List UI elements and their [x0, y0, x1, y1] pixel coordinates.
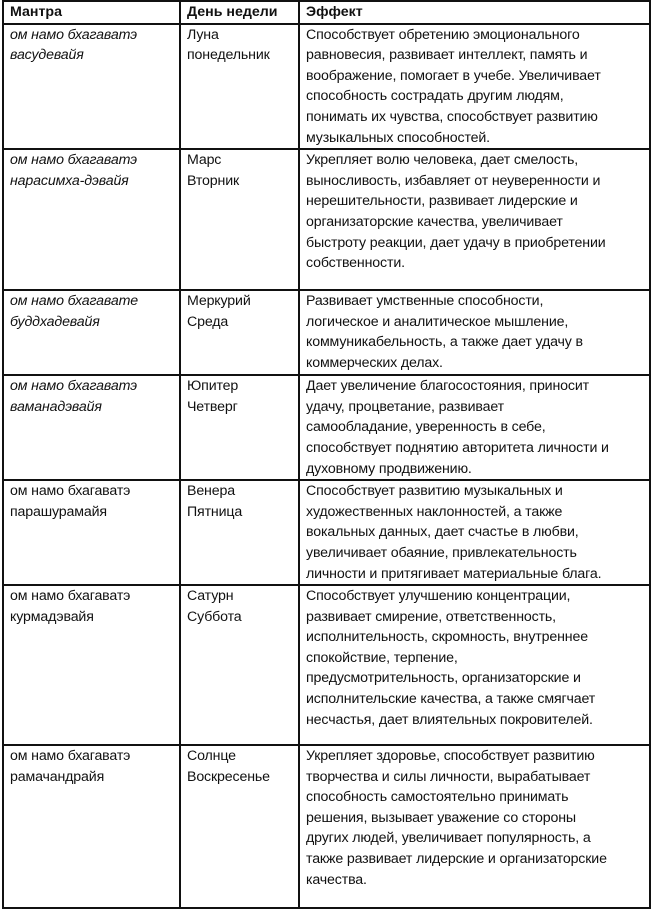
effect-cell-line: понимать их чувства, способствует развитию [306, 108, 598, 125]
day-cell [180, 480, 299, 585]
mantra-cell-line: ваманадэвайя [10, 398, 102, 415]
day-cell-line: Среда [187, 313, 229, 330]
effect-cell [299, 24, 650, 150]
effect-cell-line: способность самостоятельно принимать [306, 789, 569, 806]
day-cell-line: Воскресенье [187, 768, 270, 785]
effect-cell-line: Укрепляет волю человека, дает смелость, [306, 152, 579, 169]
effect-cell-line: исполнительность, скромность, внутреннее [306, 629, 588, 646]
mantra-cell-line: рамачандрайя [10, 768, 105, 785]
day-cell-line: понедельник [187, 47, 270, 64]
effect-cell-line: нерешительности, развивает лидерские и [306, 193, 578, 210]
table-row [3, 375, 650, 480]
day-cell-line: Солнце [187, 748, 236, 765]
effect-cell-line: Способствует улучшению концентрации, [306, 588, 571, 605]
mantra-cell [3, 290, 180, 375]
effect-cell-line: равновесия, развивает интеллект, память и [306, 47, 588, 64]
effect-cell-line: коммуникабельность, а также дает удачу в [306, 334, 583, 351]
table-row [3, 480, 650, 585]
mantra-cell-line: ом намо бхагаватэ [10, 26, 137, 43]
effect-cell-line: выносливость, избавляет от неуверенности и [306, 172, 601, 189]
mantra-table [2, 0, 651, 909]
mantra-cell-line: ом намо бхагаватэ [10, 378, 137, 395]
effect-cell [299, 480, 650, 585]
effect-cell-line: творчества и силы личности, вырабатывает [306, 768, 591, 785]
effect-cell-line: Укрепляет здоровье, способствует развитию [306, 748, 595, 765]
effect-cell-line: Развивает умственные способности, [306, 293, 544, 310]
effect-cell-line: несчастья, дает влиятельных покровителей. [306, 711, 593, 728]
day-cell [180, 375, 299, 480]
mantra-cell-line: буддхадевайя [10, 313, 100, 330]
table-row [3, 24, 650, 150]
effect-cell [299, 745, 650, 908]
effect-cell-line: способствует поднятию авторитета личности и [306, 439, 609, 456]
mantra-cell [3, 24, 180, 150]
header-day: День недели [180, 1, 299, 24]
effect-cell-line: художественных наклонностей, а также [306, 503, 563, 520]
day-cell-line: Сатурн [187, 588, 234, 605]
effect-cell-line: Способствует развитию музыкальных и [306, 483, 563, 500]
mantra-cell [3, 745, 180, 908]
effect-cell-line: самообладание, уверенность в себе, [306, 419, 546, 436]
table-row [3, 585, 650, 745]
mantra-cell-line: ом намо бхагаватэ [10, 152, 137, 169]
mantra-cell-line: ом намо бхагаватэ [10, 483, 131, 500]
header-mantra: Мантра [3, 1, 180, 24]
day-cell-line: Луна [187, 26, 219, 43]
effect-cell-line: логическое и аналитическое мышление, [306, 313, 569, 330]
day-cell-line: Марс [187, 152, 222, 169]
effect-cell-line: спокойствие, терпение, [306, 649, 458, 666]
day-cell-line: Венера [187, 483, 235, 500]
effect-cell-line: исполнительские качества, а также смягчает [306, 691, 596, 708]
effect-cell-line: духовному продвижению. [306, 460, 472, 477]
mantra-cell-line: нарасимха-дэвайя [10, 172, 129, 189]
day-cell-line: Меркурий [187, 293, 251, 310]
mantra-cell [3, 480, 180, 585]
mantra-cell-line: ом намо бхагавате [10, 293, 139, 310]
mantra-cell-line: ом намо бхагаватэ [10, 588, 131, 605]
effect-cell-line: способность сострадать другим людям, [306, 88, 564, 105]
day-cell-line: Вторник [187, 172, 240, 189]
day-cell [180, 290, 299, 375]
day-cell-line: Суббота [187, 608, 242, 625]
table-row [3, 745, 650, 908]
day-cell [180, 24, 299, 150]
effect-cell [299, 585, 650, 745]
effect-cell-line: удачу, процветание, развивает [306, 398, 504, 415]
mantra-cell [3, 375, 180, 480]
day-cell [180, 149, 299, 290]
effect-cell-line: личности и притягивает материальные блага. [306, 565, 602, 582]
mantra-cell-line: васудевайя [10, 47, 84, 64]
mantra-cell [3, 585, 180, 745]
header-effect: Эффект [299, 1, 650, 24]
effect-cell-line: Способствует обретению эмоционального [306, 26, 580, 43]
table-row [3, 149, 650, 290]
effect-cell [299, 149, 650, 290]
effect-cell-line: воображение, помогает в учебе. Увеличивает [306, 67, 601, 84]
mantra-cell-line: курмадэвайя [10, 608, 94, 625]
effect-cell-line: качества. [306, 871, 367, 888]
effect-cell-line: развивает смирение, ответственность, [306, 608, 556, 625]
effect-cell-line: организаторские качества, увеличивает [306, 213, 563, 230]
effect-cell-line: других людей, увеличивает популярность, а [306, 830, 591, 847]
effect-cell-line: быстроту реакции, дает удачу в приобретении [306, 234, 606, 251]
effect-cell-line: музыкальных способностей. [306, 129, 490, 146]
effect-cell-line: Дает увеличение благосостояния, приносит [306, 378, 589, 395]
header-row [3, 1, 650, 24]
table-row [3, 290, 650, 375]
day-cell [180, 585, 299, 745]
day-cell-line: Пятница [187, 503, 243, 520]
day-cell-line: Юпитер [187, 378, 239, 395]
day-cell-line: Четверг [187, 398, 238, 415]
mantra-cell [3, 149, 180, 290]
effect-cell [299, 375, 650, 480]
effect-cell-line: также развивает лидерские и организаторские [306, 851, 607, 868]
effect-cell-line: решения, вызывает уважение со стороны [306, 809, 576, 826]
effect-cell-line: собственности. [306, 255, 405, 272]
mantra-cell-line: парашурамайя [10, 503, 107, 520]
effect-cell-line: коммерческих делах. [306, 354, 443, 371]
day-cell [180, 745, 299, 908]
effect-cell-line: предусмотрительность, организаторские и [306, 670, 581, 687]
effect-cell-line: вокальных данных, дает счастье в любви, [306, 524, 579, 541]
effect-cell [299, 290, 650, 375]
mantra-cell-line: ом намо бхагаватэ [10, 748, 131, 765]
effect-cell-line: увеличивает обаяние, привлекательность [306, 544, 577, 561]
